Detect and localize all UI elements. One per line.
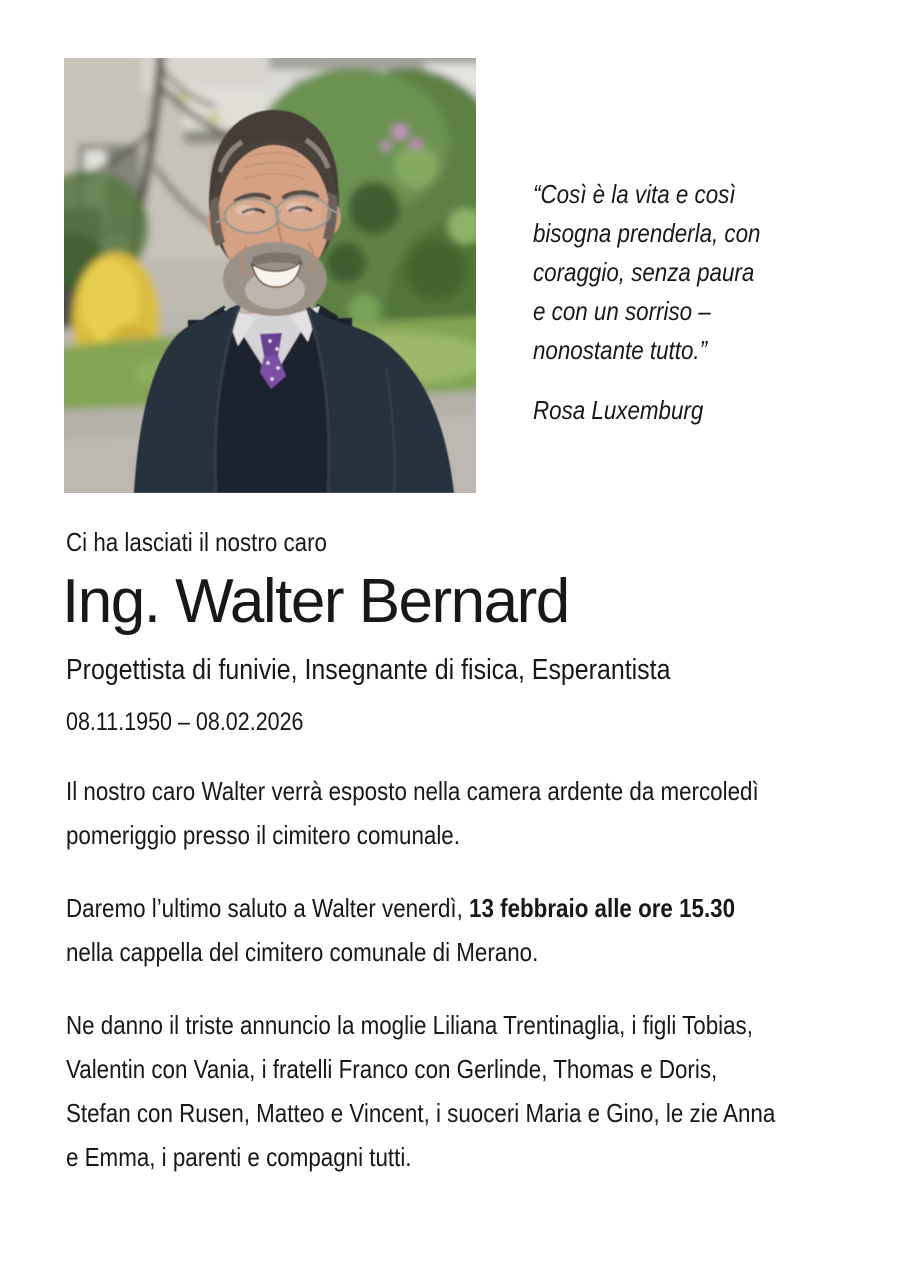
body-line: pomeriggio presso il cimitero comunale. (66, 820, 460, 850)
body-line: Ne danno il triste annuncio la moglie Liliana Trentinaglia, i figli Tobias, (66, 1010, 753, 1040)
body-line: Valentin con Vania, i fratelli Franco con Gerlinde, Thomas e Doris, (66, 1054, 718, 1084)
quote-line: nonostante tutto.” (533, 335, 708, 365)
paragraph-wake-info (66, 769, 759, 857)
life-dates: 08.11.1950 – 08.02.2026 (66, 708, 304, 736)
announcement-intro: Ci ha lasciati il nostro caro (66, 527, 327, 557)
quote-attribution: Rosa Luxemburg (533, 395, 704, 425)
memorial-quote (533, 175, 760, 370)
paragraph-funeral-info (66, 886, 735, 974)
funeral-line-regular: Daremo l’ultimo saluto a Walter venerdì, (66, 893, 470, 923)
funeral-datetime: 13 febbraio alle ore 15.30 (469, 893, 736, 923)
quote-line: e con un sorriso – (533, 296, 711, 326)
quote-line: “Così è la vita e così (533, 179, 736, 209)
body-line: Stefan con Rusen, Matteo e Vincent, i suoceri Maria e Gino, le zie Anna (66, 1098, 776, 1128)
body-line: e Emma, i parenti e compagni tutti. (66, 1142, 412, 1172)
quote-line: bisogna prenderla, con (533, 218, 761, 248)
body-line: nella cappella del cimitero comunale di Merano. (66, 937, 539, 967)
deceased-roles: Progettista di funivie, Insegnante di fisica, Esperantista (66, 654, 671, 686)
deceased-name: Ing. Walter Bernard (62, 567, 569, 636)
quote-line: coraggio, senza paura (533, 257, 755, 287)
body-line (66, 886, 735, 930)
paragraph-family (66, 1003, 775, 1179)
portrait-photo (64, 58, 476, 493)
body-line: Il nostro caro Walter verrà esposto nella camera ardente da mercoledì (66, 776, 759, 806)
